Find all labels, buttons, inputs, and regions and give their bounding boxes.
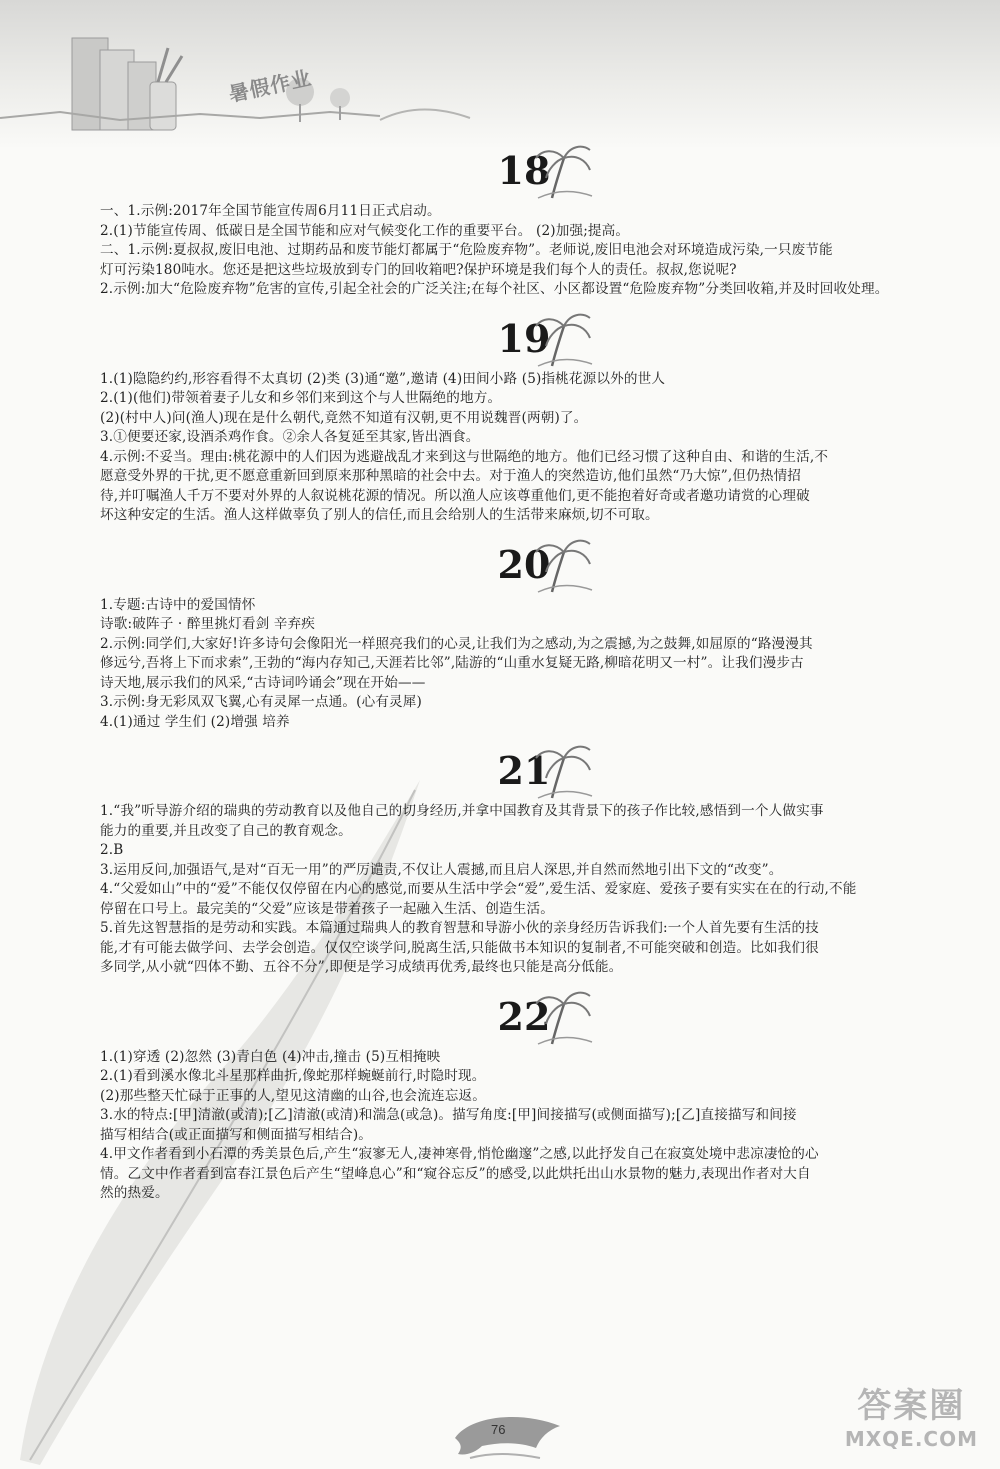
answer-line: 2.示例:加大“危险废弃物”危害的宣传,引起全社会的广泛关注;在每个社区、小区都设置“危险废弃物”分类回收箱,并及时回收处理。 (100, 281, 889, 297)
section-header-18 (100, 140, 960, 202)
header-title: 暑假作业 (226, 65, 314, 107)
answer-line: 2.(1)(他们)带领着妻子儿女和乡邻们来到这个与人世隔绝的地方。 (100, 390, 502, 406)
answer-line: 二、1.示例:夏叔叔,废旧电池、过期药品和废节能灯都属于“危险废弃物”。老师说,废旧电池会对环境造成污染,一只废节能 (100, 242, 833, 258)
section-body-19 (100, 370, 960, 526)
watermark-logo-text: 答案圈 (857, 1386, 966, 1426)
section-number: 19 (497, 315, 551, 361)
answer-line: 描写相结合(或正面描写和侧面描写相结合)。 (100, 1126, 373, 1143)
answer-line: 诗歌:破阵子 · 醉里挑灯看剑 辛弃疾 (100, 616, 316, 632)
answer-line: 诗天地,展示我们的风采,“古诗词吟诵会”现在开始—— (100, 674, 426, 691)
answer-line: 1.“我”听导游介绍的瑞典的劳动教育以及他自己的切身经历,并拿中国教育及其背景下的孩子作比较,感悟到一个人做实事 (100, 803, 824, 819)
palm-tree-icon (534, 142, 594, 200)
section-body-22 (100, 1048, 960, 1204)
palm-tree-icon (534, 310, 594, 368)
answer-line: 3.①便要还家,设酒杀鸡作食。②余人各复延至其家,皆出酒食。 (100, 429, 480, 445)
answer-line: (2)那些整天忙碌于正事的人,望见这清幽的山谷,也会流连忘返。 (100, 1087, 486, 1104)
answer-line: 愿意受外界的干扰,更不愿意重新回到原来那种黑暗的社会中去。对于渔人的突然造访,他们虽然“乃大惊”,但仍热情招 (100, 468, 802, 484)
answer-line: 灯可污染180吨水。您还是把这些垃圾放到专门的回收箱吧?保护环境是我们每个人的责任。叔叔,您说呢? (100, 261, 737, 278)
section-number: 20 (497, 541, 551, 587)
answer-line: 2.B (100, 842, 124, 858)
answer-line: 2.示例:同学们,大家好!许多诗句会像阳光一样照亮我们的心灵,让我们为之感动,为之震撼,为之鼓舞,如屈原的“路漫漫其 (100, 635, 813, 652)
answer-line: 4.示例:不妥当。理由:桃花源中的人们因为逃避战乱才来到这与世隔绝的地方。他们已经习惯了这种自由、和谐的生活,不 (100, 448, 829, 465)
answer-line: (2)(村中人)问(渔人)现在是什么朝代,竟然不知道有汉朝,更不用说魏晋(两朝)了。 (100, 409, 588, 426)
answer-line: 1.(1)穿透 (2)忽然 (3)青白色 (4)冲击,撞击 (5)互相掩映 (100, 1048, 441, 1065)
section-header-20 (100, 534, 960, 596)
answer-line: 能力的重要,并且改变了自己的教育观念。 (100, 822, 352, 839)
section-number: 22 (497, 993, 551, 1039)
section-header-19 (100, 308, 960, 370)
answer-line: 坏这种安定的生活。渔人这样做辜负了别人的信任,而且会给别人的生活带来麻烦,切不可取。 (100, 507, 659, 523)
header-illustration (0, 0, 1000, 150)
page-number: 76 (491, 1422, 506, 1437)
palm-tree-icon (534, 536, 594, 594)
answer-line: 3.运用反问,加强语气,是对“百无一用”的严厉谴责,不仅让人震撼,而且启人深思,并自然而然地引出下文的“改变”。 (100, 861, 783, 878)
section-body-20 (100, 596, 960, 733)
answer-line: 5.首先这智慧指的是劳动和实践。本篇通过瑞典人的教育智慧和导游小伙的亲身经历告诉我们:一个人首先要有生活的技 (100, 920, 819, 936)
answer-line: 4.甲文作者看到小石潭的秀美景色后,产生“寂寥无人,凄神寒骨,悄怆幽邃”之感,以此抒发自己在寂寞处境中悲凉凄怆的心 (100, 1146, 819, 1162)
answer-line: 停留在口号上。最完美的“父爱”应该是带着孩子一起融入生活、创造生活。 (100, 900, 554, 917)
answer-content (100, 140, 960, 1204)
answer-line: 2.(1)节能宣传周、低碳日是全国节能和应对气候变化工作的重要平台。 (2)加强;提高。 (100, 222, 630, 239)
palm-tree-icon (534, 742, 594, 800)
answer-line: 能,才有可能去做学问、去学会创造。仅仅空谈学问,脱离生活,只能做书本知识的复制者,不可能突破和创造。比如我们很 (100, 939, 819, 956)
answer-line: 修远兮,吾将上下而求索”,王勃的“海内存知己,天涯若比邻”,陆游的“山重水复疑无路,柳暗花明又一村”。让我们漫步古 (100, 655, 804, 671)
answer-line: 情。乙文中作者看到富春江景色后产生“望峰息心”和“窥谷忘反”的感受,以此烘托出山水景物的魅力,表现出作者对大自 (100, 1165, 811, 1182)
answer-line: 4.“父爱如山”中的“爱”不能仅仅停留在内心的感觉,而要从生活中学会“爱”,爱生活、爱家庭、爱孩子要有实实在在的行动,不能 (100, 881, 857, 897)
section-body-18 (100, 202, 960, 300)
section-header-22 (100, 986, 960, 1048)
site-watermark (845, 1378, 978, 1451)
section-header-21 (100, 740, 960, 802)
answer-line: 3.示例:身无彩凤双飞翼,心有灵犀一点通。(心有灵犀) (100, 694, 422, 710)
section-number: 18 (497, 148, 551, 193)
answer-line: 然的热爱。 (100, 1185, 169, 1201)
answer-line: 待,并叮嘱渔人千万不要对外界的人叙说桃花源的情况。所以渔人应该尊重他们,更不能抱着好奇或者邀功请赏的心理破 (100, 487, 810, 504)
answer-line: 3.水的特点:[甲]清澈(或清);[乙]清澈(或清)和湍急(或急)。描写角度:[甲]间接描写(或侧面描写);[乙]直接描写和间接 (100, 1107, 797, 1123)
answer-line: 1.(1)隐隐约约,形容看得不太真切 (2)类 (3)通“邀”,邀请 (4)田间小路 (5)指桃花源以外的世人 (100, 370, 666, 387)
watermark-domain: MXQE.COM (844, 1427, 978, 1451)
palm-tree-icon (534, 988, 594, 1046)
answer-line: 多同学,从小就“四体不勤、五谷不分”,即便是学习成绩再优秀,最终也只能是高分低能。 (100, 959, 623, 975)
answer-line: 4.(1)通过 学生们 (2)增强 培养 (100, 713, 290, 730)
section-number: 21 (497, 748, 551, 793)
answer-line: 一、1.示例:2017年全国节能宣传周6月11日正式启动。 (100, 203, 441, 219)
section-body-21 (100, 802, 960, 978)
answer-line: 1.专题:古诗中的爱国情怀 (100, 596, 256, 613)
books-pencil-illustration (0, 0, 1000, 150)
answer-line: 2.(1)看到溪水像北斗星那样曲折,像蛇那样蜿蜒前行,时隐时现。 (100, 1068, 486, 1084)
